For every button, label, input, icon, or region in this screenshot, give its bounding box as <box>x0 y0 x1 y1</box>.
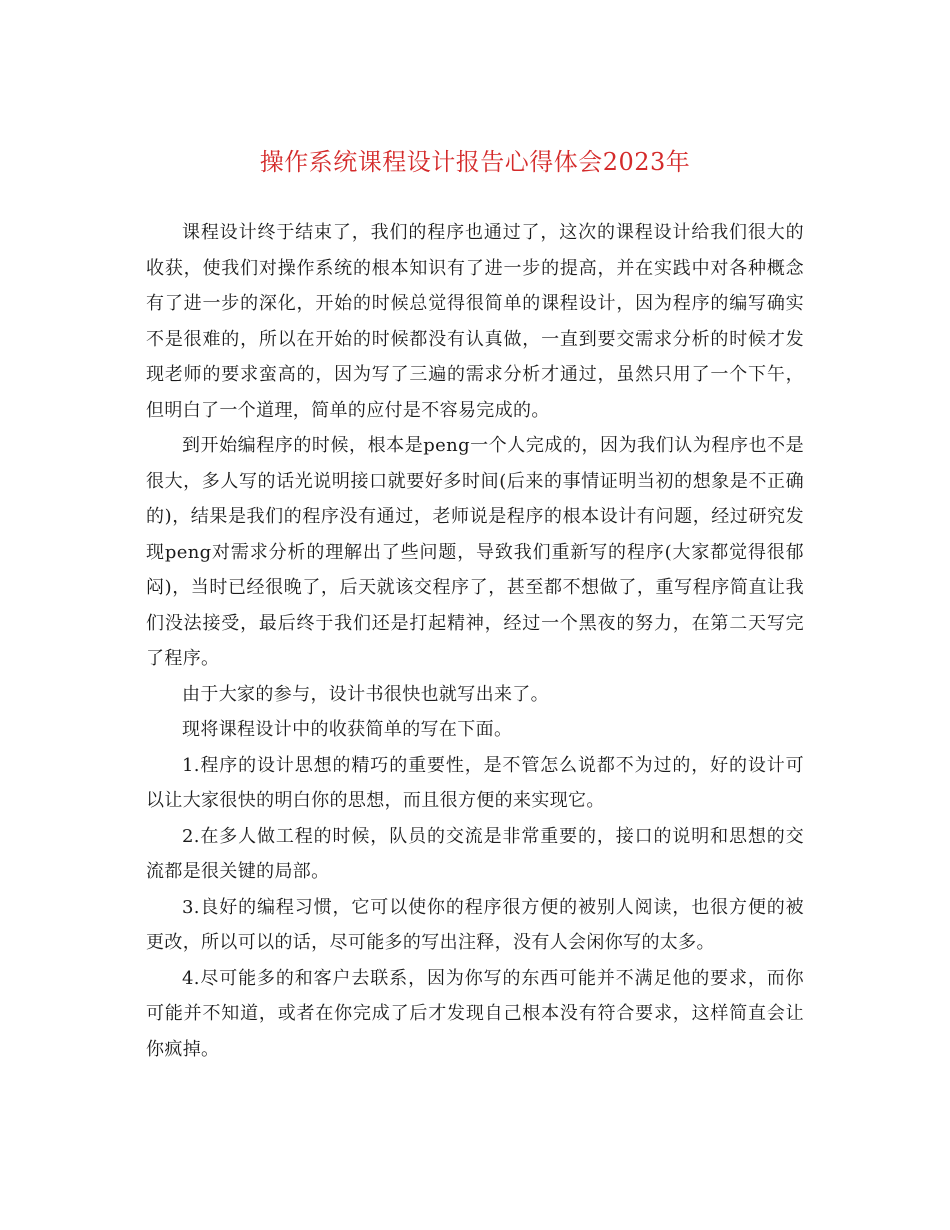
paragraph-summary-intro: 现将课程设计中的收获简单的写在下面。 <box>182 719 513 740</box>
paragraph-design-doc: 由于大家的参与，设计书很快也就写出来了。 <box>182 683 549 705</box>
list-item-2: 2.在多人做工程的时候，队员的交流是非常重要的，接口的说明和思想的交流都是很关键的局部。 <box>146 825 804 882</box>
document-title: 操作系统课程设计报告心得体会2023年 <box>259 148 691 176</box>
list-item-4: 4.尽可能多的和客户去联系，因为你写的东西可能并不满足他的要求，而你可能并不知道，或者在你完成了后才发现自己根本没有符合要求，这样简直会让你疯掉。 <box>146 967 804 1060</box>
list-item-3: 3.良好的编程习惯，它可以使你的程序很方便的被别人阅读，也很方便的被更改，所以可以的话，尽可能多的写出注释，没有人会闲你写的太多。 <box>146 896 804 953</box>
paragraph-intro: 课程设计终于结束了，我们的程序也通过了，这次的课程设计给我们很大的收获，使我们对操作系统的根本知识有了进一步的提高，并在实践中对各种概念有了进一步的深化，开始的时候总觉得很简单的课程设计，因为程序的编写确实不是很难的，所以在开始的时候都没有认真做，一直到要交需求分析的时候才发现老师的要求蛮高的，因为写了三遍的需求分析才通过，虽然只用了一个下午，但明白了一个道理，简单的应付是不容易完成的。 <box>146 222 804 421</box>
paragraph-programming: 到开始编程序的时候，根本是peng一个人完成的，因为我们认为程序也不是很大，多人写的话光说明接口就要好多时间(后来的事情证明当初的想象是不正确的)，结果是我们的程序没有通过，老师说是程序的根本设计有问题，经过研究发现peng对需求分析的理解出了些问题，导致我们重新写的程序(大家都觉得很郁闷)，当时已经很晚了，后天就该交程序了，甚至都不想做了，重写程序简直让我们没法接受，最后终于我们还是打起精神，经过一个黑夜的努力，在第二天写完了程序。 <box>146 435 804 669</box>
list-item-1: 1.程序的设计思想的精巧的重要性，是不管怎么说都不为过的，好的设计可以让大家很快的明白你的思想，而且很方便的来实现它。 <box>146 754 804 811</box>
